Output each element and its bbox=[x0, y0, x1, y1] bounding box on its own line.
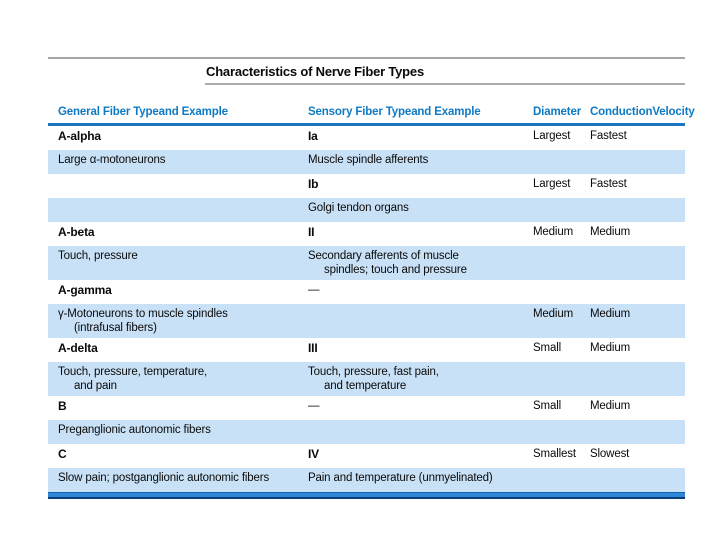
table-cell: — bbox=[308, 284, 320, 296]
table-cell bbox=[590, 468, 685, 475]
nerve-fiber-table bbox=[48, 57, 695, 499]
table-cell: IV bbox=[308, 447, 320, 461]
table-cell bbox=[533, 280, 590, 287]
table-cell: A-gamma bbox=[58, 283, 112, 297]
table-row bbox=[48, 246, 685, 280]
table-cell bbox=[590, 150, 685, 157]
table-cell: B bbox=[58, 399, 67, 413]
table-cell bbox=[48, 174, 308, 181]
table-cell: Muscle spindle afferents bbox=[308, 154, 429, 166]
table-cell bbox=[590, 198, 685, 205]
column-header: Diameter bbox=[533, 105, 582, 118]
table-cell: A-beta bbox=[58, 225, 95, 239]
table-cell: Touch, pressure bbox=[58, 250, 138, 262]
table-row bbox=[48, 362, 685, 396]
table-cell bbox=[533, 150, 590, 157]
table-row bbox=[48, 126, 685, 150]
table-cell bbox=[590, 280, 685, 287]
table-cell: Medium bbox=[590, 226, 631, 238]
column-header: General Fiber Typeand Example bbox=[58, 105, 228, 118]
table-cell: Smallest bbox=[533, 448, 576, 460]
table-row bbox=[48, 198, 685, 222]
table-cell: Secondary afferents of muscle spindles; touch and pressure bbox=[308, 250, 467, 276]
table-cell: γ-Motoneurons to muscle spindles (intrafusal fibers) bbox=[58, 308, 228, 334]
column-header: ConductionVelocity bbox=[590, 105, 695, 118]
table-row bbox=[48, 420, 685, 444]
table-cell bbox=[533, 246, 590, 253]
table-cell: Fastest bbox=[590, 178, 627, 190]
table-row bbox=[48, 174, 685, 198]
table-cell: Medium bbox=[533, 226, 574, 238]
table-cell: A-delta bbox=[58, 341, 98, 355]
table-row bbox=[48, 468, 685, 492]
table-cell: III bbox=[308, 341, 318, 355]
table-cell bbox=[533, 468, 590, 475]
table-cell: A-alpha bbox=[58, 129, 101, 143]
table-cell: Slow pain; postganglionic autonomic fibers bbox=[58, 472, 270, 484]
table-cell: Medium bbox=[590, 342, 631, 354]
table-row bbox=[48, 338, 685, 362]
table-cell bbox=[590, 362, 685, 369]
table-cell: Medium bbox=[533, 308, 574, 320]
table-cell bbox=[308, 304, 533, 311]
table-cell bbox=[590, 246, 685, 253]
bottom-rule bbox=[48, 492, 685, 499]
table-cell: Slowest bbox=[590, 448, 630, 460]
table-cell bbox=[533, 362, 590, 369]
table-row bbox=[48, 150, 685, 174]
table-cell: Preganglionic autonomic fibers bbox=[58, 424, 211, 436]
table-cell: Ia bbox=[308, 129, 318, 143]
table-cell bbox=[533, 198, 590, 205]
table-cell bbox=[48, 198, 308, 205]
table-cell: Touch, pressure, fast pain, and temperature bbox=[308, 366, 439, 392]
table-cell: Large α-motoneurons bbox=[58, 154, 166, 166]
table-cell: Medium bbox=[590, 308, 631, 320]
table-cell: Largest bbox=[533, 130, 571, 142]
table-cell: Fastest bbox=[590, 130, 627, 142]
table-row bbox=[48, 396, 685, 420]
column-header: Sensory Fiber Typeand Example bbox=[308, 105, 481, 118]
table-row bbox=[48, 280, 685, 304]
table-cell: Pain and temperature (unmyelinated) bbox=[308, 472, 493, 484]
table-row bbox=[48, 444, 685, 468]
table-cell: II bbox=[308, 225, 315, 239]
table-row bbox=[48, 304, 685, 338]
table-cell: Small bbox=[533, 342, 562, 354]
table-title: Characteristics of Nerve Fiber Types bbox=[206, 63, 424, 79]
table-cell bbox=[533, 420, 590, 427]
table-cell bbox=[590, 420, 685, 427]
table-cell: Largest bbox=[533, 178, 571, 190]
table-header-row bbox=[48, 85, 695, 123]
table-cell: Medium bbox=[590, 400, 631, 412]
table-cell: C bbox=[58, 447, 67, 461]
table-body bbox=[48, 126, 685, 492]
table-cell: Small bbox=[533, 400, 562, 412]
table-cell: — bbox=[308, 400, 320, 412]
table-row bbox=[48, 222, 685, 246]
table-cell: Touch, pressure, temperature, and pain bbox=[58, 366, 208, 392]
table-cell bbox=[308, 420, 533, 427]
table-cell: Ib bbox=[308, 177, 319, 191]
table-cell: Golgi tendon organs bbox=[308, 202, 409, 214]
table-title-row bbox=[48, 59, 685, 83]
